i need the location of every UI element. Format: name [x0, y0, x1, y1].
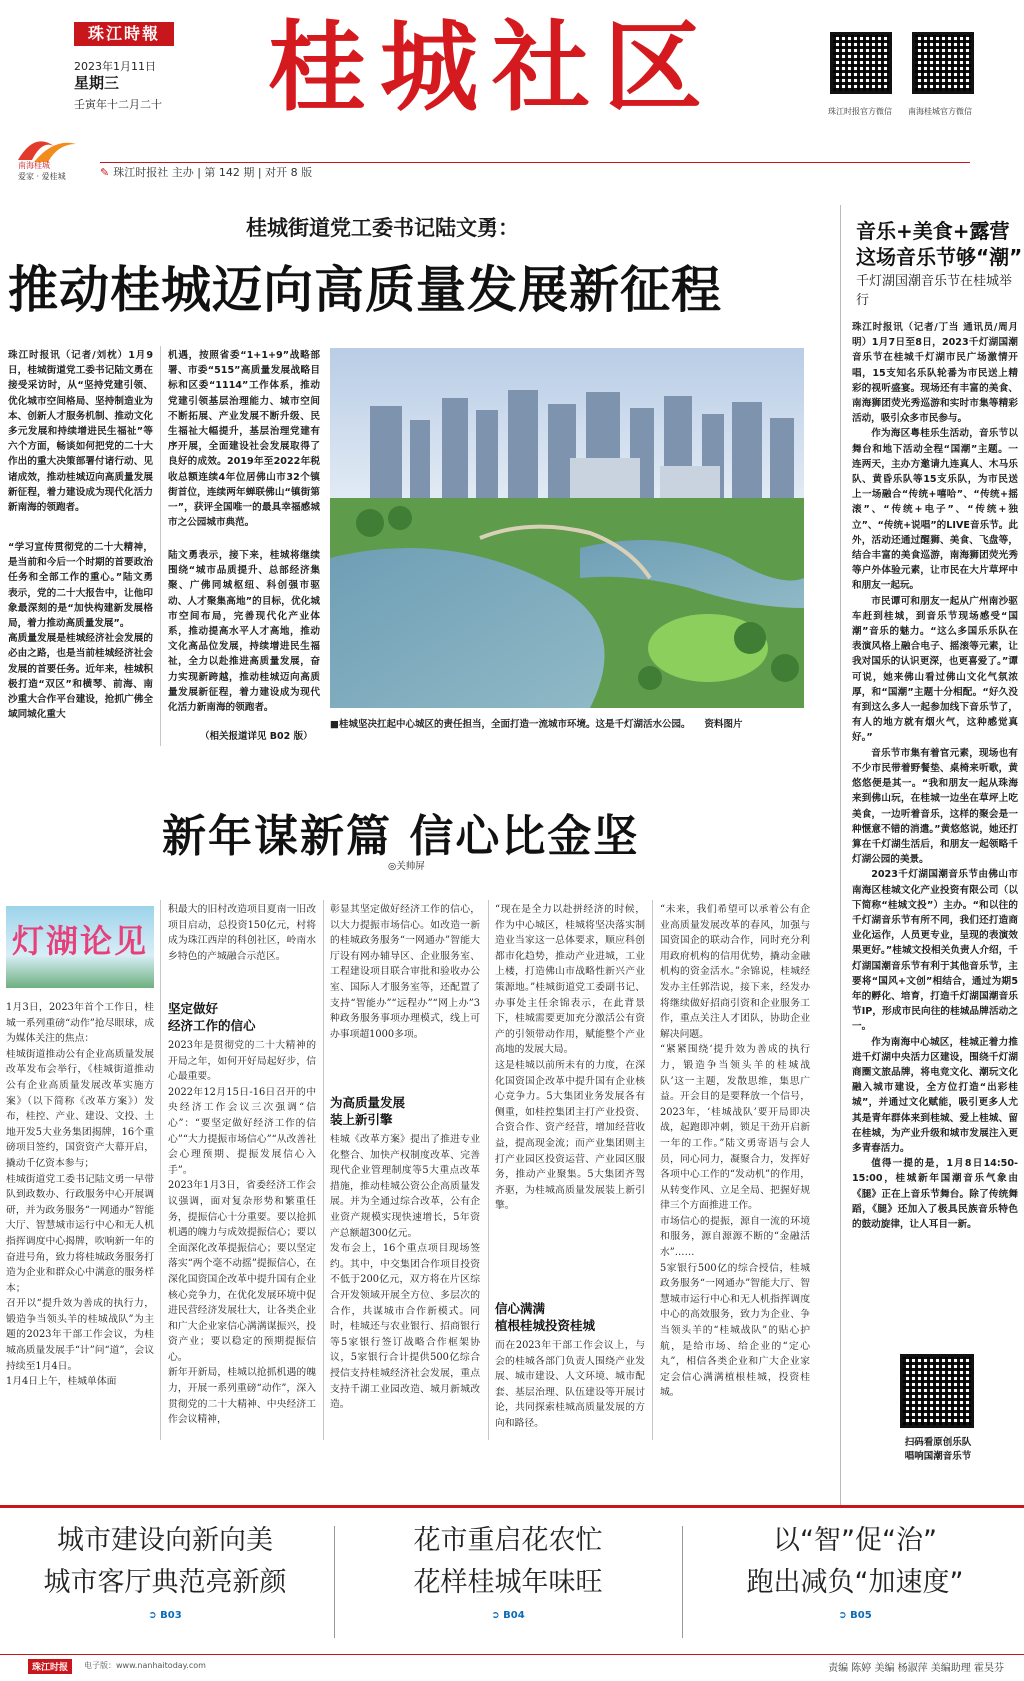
lead-kicker: 桂城街道党工委书记陆文勇：	[246, 216, 519, 240]
masthead-title: 桂城社区	[268, 10, 717, 125]
teaser-b03[interactable]: 城市建设向新向美 城市客厅典范亮新颜 ➲ B03	[43, 1525, 287, 1621]
column-divider	[160, 900, 161, 1440]
feather-icon: ✎	[100, 166, 110, 179]
story2-col5: “未来，我们希望可以承着公有企业高质量发展改革的春风，加强与国资国企的联动合作，同时充分利用政府机构的信用优势，撬动金融机构的资金活水。”余锦说，桂城经发办主任郭浩说，接下来，经发办将继续做好招商引资和企业服务工作，重点关注人才团队，协助企业解决问题。 “紧紧围绕‘提升效为善成的执行力，锻造争当领头羊的桂城战队’这一主题，发散思维，集思广益。开会目的是要释放一个信号，2023年，‘桂城战队’要开局即决战，起跑即冲刺，锁足干劲开启新一年的工作。”陆文勇寄语与会人员，同心同力，凝聚合力，发挥好各项中心工作的“发动机”的作用，从转变作风、立足全局、把握好规律三个方面推进工作。 市场信心的提振，源自一流的环境和服务，源自源源不断的“金融活水”…… 5家银行500亿的综合授信，桂城政务服务“一网通办”智能大厅、智慧城市运行中心和无人机指挥调度中心的高效服务，致力为企业、争当领头羊的“桂城战队”的贴心护航，是给市场、给企业的“定心丸”，相信各类企业和广大企业家定会信心满满植根桂城，投资桂城。	[660, 904, 810, 1399]
subheading: 信心满满 植根桂城投资桂城	[495, 1301, 596, 1333]
brand-caption: 南海桂城 爱家 · 爱桂城	[18, 161, 66, 181]
teaser-b04[interactable]: 花市重启花农忙 花样桂城年味旺 ➲ B04	[413, 1525, 603, 1621]
column-divider	[652, 900, 653, 1440]
wechat-qr-code[interactable]	[830, 32, 892, 94]
page-arrow-icon: ➲	[838, 1610, 851, 1621]
qr-caption: 扫码看原创乐队 唱响国潮音乐节	[904, 1437, 972, 1462]
teaser-rule	[0, 1505, 1024, 1508]
subheading: 坚定做好 经济工作的信心	[168, 1001, 256, 1033]
lead-body-col2-top: 机遇，按照省委“1+1+9”战略部署、市委“515”高质量发展战略目标和区委“1114”工作体系，推动党建引领基层治理能力、城市空间不断拓展、产业发展不断升级、民生福祉大幅提升，基层治理党建有序开展，全面建设社会发展取得了良好的成效。2019年至2022年税收总额连续4年位居佛山市32个镇街首位，连续两年蝉联佛山“镇街第一”，获评全国唯一的最具幸福感城市之公园城市典范。	[168, 350, 320, 529]
story2-col3-body: 桂城《改革方案》提出了推进专业化整合、加快产权制度改革、完善现代企业管理制度等5大重点改革措施，推动桂城公资公企高质量发展。并为全通过综合改革，公有企业资产规模实现快速增长，5年资产总额超300亿元。 发布会上，16个重点项目现场签约。其中，中交集团合作项目投资不低于200亿元，双方将在片区综合开发领域开展全方位、多层次的合作，共谋城市合作新模式。同时，桂城还与农业银行、招商银行等5家银行签订战略合作框架协议，5家银行合计提供500亿综合授信支持桂城经济社会发展，重点支持千湖工业园改造、城月新城改造。	[330, 1134, 480, 1411]
story2-col2-body: 2023年是贯彻党的二十大精神的开局之年，如何开好局起好步，信心最重要。 2022年12月15日-16日召开的中央经济工作会议三次强调“信心”：“要坚定做好经济工作的信心”“大力提振市场信心”“从改善社会心理预期、提振发展信心入手”。 2023年1月3日，省委经济工作会议强调，面对复杂形势和繁重任务，提振信心十分重要。要以抢抓机遇的魄力与成效提振信心；要以全面深化改革提振信心；要以坚定落实“两个毫不动摇”提振信心，在深化国资国企改革中提升国有企业核心竞争力，在优化发展环境中促进民营经济发展壮大，让各类企业和广大企业家信心满满谋振兴，投资产业；要以稳定的预期提振信心。 新年开新局，桂城以抢抓机遇的魄力，开展一系列重磅“动作”，深入贯彻党的二十大精神、中央经济工作会议精神，	[168, 1040, 316, 1426]
sidebar-divider	[840, 205, 841, 1505]
related-report-note[interactable]: （相关报道详见 B02 版）	[200, 731, 313, 742]
sidebar-headline[interactable]: 音乐+美食+露营 这场音乐节够“潮”	[856, 219, 1023, 269]
qr-caption: 南海桂城官方微信	[908, 107, 972, 116]
page-arrow-icon: ➲	[491, 1610, 504, 1621]
guicheng-qr-code[interactable]	[912, 32, 974, 94]
e-edition-link[interactable]: 电子版：www.nanhaitoday.com	[84, 1661, 206, 1670]
qr-caption: 珠江时报官方微信	[828, 107, 892, 116]
sidebar-body: 珠江时报讯（记者/丁当 通讯员/周月明）1月7日至8日，2023千灯湖国潮音乐节在桂城千灯湖市民广场激情开唱，15支知名乐队轮番为市民送上精彩的视听盛宴。现场还有丰富的美食、南海狮团荧光秀巡游和实时市集等精彩活动，吸引众多市民参与。 作为海区粤桂乐生活动，音乐节以舞台和地下活动全程“国潮”主题。一连两天，主办方邀请九连真人、木马乐队、黄昏乐队等15支乐队，为市民送上一场融合“传统+嘻哈”、“传统+摇滚”、“传统+电子”、“传统+独立”、“传统+说唱”的LIVE音乐节。此外，活动还通过醒狮、美食、飞盘等，结合丰富的美食巡游，南海狮团荧光秀等户外体验元素，让市民在大片草坪中和朋友一起玩。 市民谭可和朋友一起从广州南沙驱车赶到桂城，到音乐节现场感受“国潮”音乐的魅力。“这么多国乐乐队在表演风格上融合电子、摇滚等元素，让我对国乐的认识更深，也更喜爱了。”谭可说，她来佛山看过佛山文化气氛浓厚，和“国潮”主题十分相配。“好久没有到这么多人一起参加线下音乐节了，有人的地方就有烟火气，这种感觉真好。” 音乐节市集有着官元素，现场也有不少市民带着野餐垫、桌椅来听歌，黄悠悠便是其一。“我和朋友一起从珠海来到佛山玩，在桂城一边坐在草坪上吃美食，一边听着音乐，这样的聚会是一种惬意不错的消遣。”黄悠悠说，她还打算在千灯湖生活后，和朋友一起领略千灯湖公园的美景。 2023千灯湖国潮音乐节由佛山市南海区桂城文化产业投资有限公司（以下简称“桂城文投”）主办。“和以往的千灯湖音乐节有所不同，我们还打造商业化运作，人员更专业，呈现的表演效果更好。”桂城文投相关负责人介绍，千灯湖国潮音乐节有利于其他音乐节，主要将“国风+文创”相结合，通过为期5年的孵化、培育，打造千灯湖国潮音乐节IP，形成市民向往的桂城品牌活动之一。 作为南海中心城区，桂城正着力推进千灯湖中央活力区建设，围绕千灯湖商圈文旅品牌，将电竞文化、潮玩文化融入城市建设，全方位打造“出彩桂城”，并通过文化赋能，吸引更多人尤其是青年群体来到桂城、爱上桂城、留在桂城，为产业升级和城市发展注入更多青春活力。 值得一提的是，1月8日14:50-15:00，桂城新年国潮音乐气象由《腿》正在上音乐节舞台。除了传统舞蹈，《腿》还加入了极具民族音乐特色的鼓动旋律，让人耳目一新。	[852, 322, 1018, 1230]
subheading: 为高质量发展 装上新引擎	[330, 1095, 406, 1127]
paper-logo: 珠江時報	[74, 22, 174, 46]
story2-col4-top: “现在是全力以赴拼经济的时候，作为中心城区，桂城将坚决落实制造业当家这一总体要求，顺应科创都市化趋势，推动产业进城，工业上楼，打造佛山市战略性新兴产业策源地。”桂城街道党工委副书记、办事处主任余锦表示，在此背景下，桂城需要更加充分激活公有资产的引领带动作用，赋能整个产业高地的发展大局。 这是桂城以前所未有的力度，在深化国资国企改革中提升国有企业核心竞争力。5大集团业务发展各有侧重，如桂控集团主打产业投资、合资合作、资产经营，增加经营收益，提高现金流；而产业集团则主打产业园区投资运营、产业园区服务，推动产业聚集。5大集团齐驾齐驱，为桂城高质量发展装上新引擎。	[495, 904, 645, 1212]
lunar-date: 壬寅年十二月二十	[74, 98, 162, 111]
story2-byline: ◎关帅屏	[388, 861, 425, 872]
lead-body-col2-bottom: 陆文勇表示，接下来，桂城将继续围绕“城市品质提升、总部经济集聚、广佛同城枢纽、科创强市驱动、人才聚集高地”的目标，优化城市空间布局，完善现代化产业体系，推动提高水平人才高地，推动文化高品位发展，持续增进民生福祉，全力以赴推进高质量发展，奋力实现新跨越，推动桂城迈向高质量发展新征程，着力建设成为现代化活力新南海的领跑者。	[168, 550, 320, 714]
story2-col1: 1月3日，2023年首个工作日，桂城一系列重磅“动作”抢尽眼球，成为媒体关注的焦点： 桂城街道推动公有企业高质量发展改革发布会举行，《桂城街道推动公有企业高质量发展改革实施方案》（以下简称《改革方案》）发布，桂控、产业、建设、文投、土地开发5大业务集团揭牌，16个重磅项目签约，国资资产大幕开启，撬动千亿资本参与； 桂城街道党工委书记陆文勇一早带队到政数办、行政服务中心开展调研，并为政务服务“一网通办”智能大厅、智慧城市运行中心和无人机指挥调度中心揭牌，吹响新一年的奋进号角，致力将桂城政务服务打造为企业和群众心中满意的服务样本； 召开以“提升效为善成的执行力，锻造争当领头羊的桂城战队”为主题的2023年干部工作会议，为桂城高质量发展手“计”问“道”，会议持续至1月4日。 1月4日上午，桂城单体面	[6, 1002, 154, 1388]
story2-col3-top: 彰显其坚定做好经济工作的信心，以大力提振市场信心。如改造一新的桂城政务服务“一网通办”智能大厅设有网办辅导区、企业服务室、工程建设项目联合审批和验收办公室、国际人才服务室等，还配置了支持“智能办”“远程办”“网上办”3种政务服务事项办理模式，线上可办事项超1000多项。	[330, 904, 480, 1040]
footer-logo: 珠江时报	[28, 1659, 72, 1674]
editor-credits: 责编 陈婷 美编 杨淑萍 美编助理 霍昊芬	[828, 1663, 1004, 1674]
story2-col4-body: 而在2023年干部工作会议上，与会的桂城各部门负责人围绕产业发展、城市建设、人文环境、城市配套、基层治理、队伍建设等开展讨论，共同探索桂城高质量发展的方向和路径。	[495, 1340, 645, 1429]
teaser-b05[interactable]: 以“智”促“治” 跑出减负“加速度” ➲ B05	[746, 1525, 964, 1621]
column-divider	[160, 346, 161, 746]
photo-caption: ■桂城坚决扛起中心城区的责任担当，全面打造一流城市环境。这是千灯湖活水公园。 资料图片	[330, 719, 743, 730]
column-banner: 灯湖论见	[6, 906, 154, 988]
music-festival-qr-code[interactable]	[900, 1354, 974, 1428]
page-footer	[0, 1654, 1024, 1676]
issue-weekday: 星期三	[74, 74, 120, 92]
column-divider	[488, 900, 489, 1440]
lead-body-col1-top: 珠江时报讯（记者/刘枕）1月9日，桂城街道党工委书记陆文勇在接受采访时，从“坚持党建引领、优化城市空间格局、坚持制造业为本、创新人才服务机制、推动文化多元发展和持续增进民生福祉”等六个方面，畅谈如何把党的二十大作出的重大决策部署付诸行动、见诸成效，推动桂城迈向高质量发展新征程，着力建设成为现代化活力新南海的领跑者。	[8, 350, 153, 514]
column-divider	[323, 900, 324, 1440]
issue-info-bar: ✎ 珠江时报社 主办 | 第 142 期 | 对开 8 版	[100, 162, 970, 178]
teaser-divider	[334, 1526, 335, 1638]
story2-headline[interactable]: 新年谋新篇 信心比金坚	[162, 811, 640, 862]
story2-col2-top: 积最大的旧村改造项目夏南一旧改项目启动，总投资150亿元，村将成为珠江西岸的科创社区，岭南水乡特色的产城融合示范区。	[168, 904, 316, 962]
qiandeng-lake-park-photo	[330, 348, 804, 708]
page-arrow-icon: ➲	[148, 1610, 161, 1621]
sidebar-subhead: 千灯湖国潮音乐节在桂城举行	[856, 274, 1013, 308]
lead-headline[interactable]: 推动桂城迈向高质量发展新征程	[8, 261, 722, 319]
issue-date: 2023年1月11日	[74, 60, 156, 73]
teaser-divider	[682, 1526, 683, 1638]
lead-body-col1-bottom: “学习宣传贯彻党的二十大精神，是当前和今后一个时期的首要政治任务和全部工作的重心。”陆文勇表示，党的二十大报告中，让他印象最深刻的是“加快构建新发展格局，着力推动高质量发展”。 高质量发展是桂城经济社会发展的必由之路，也是当前桂城经济社会发展的首要任务。近年来，桂城积极打造“双区”和横琴、前海、南沙重大合作平台建设，抢抓广佛全域同城化重大	[8, 542, 153, 721]
